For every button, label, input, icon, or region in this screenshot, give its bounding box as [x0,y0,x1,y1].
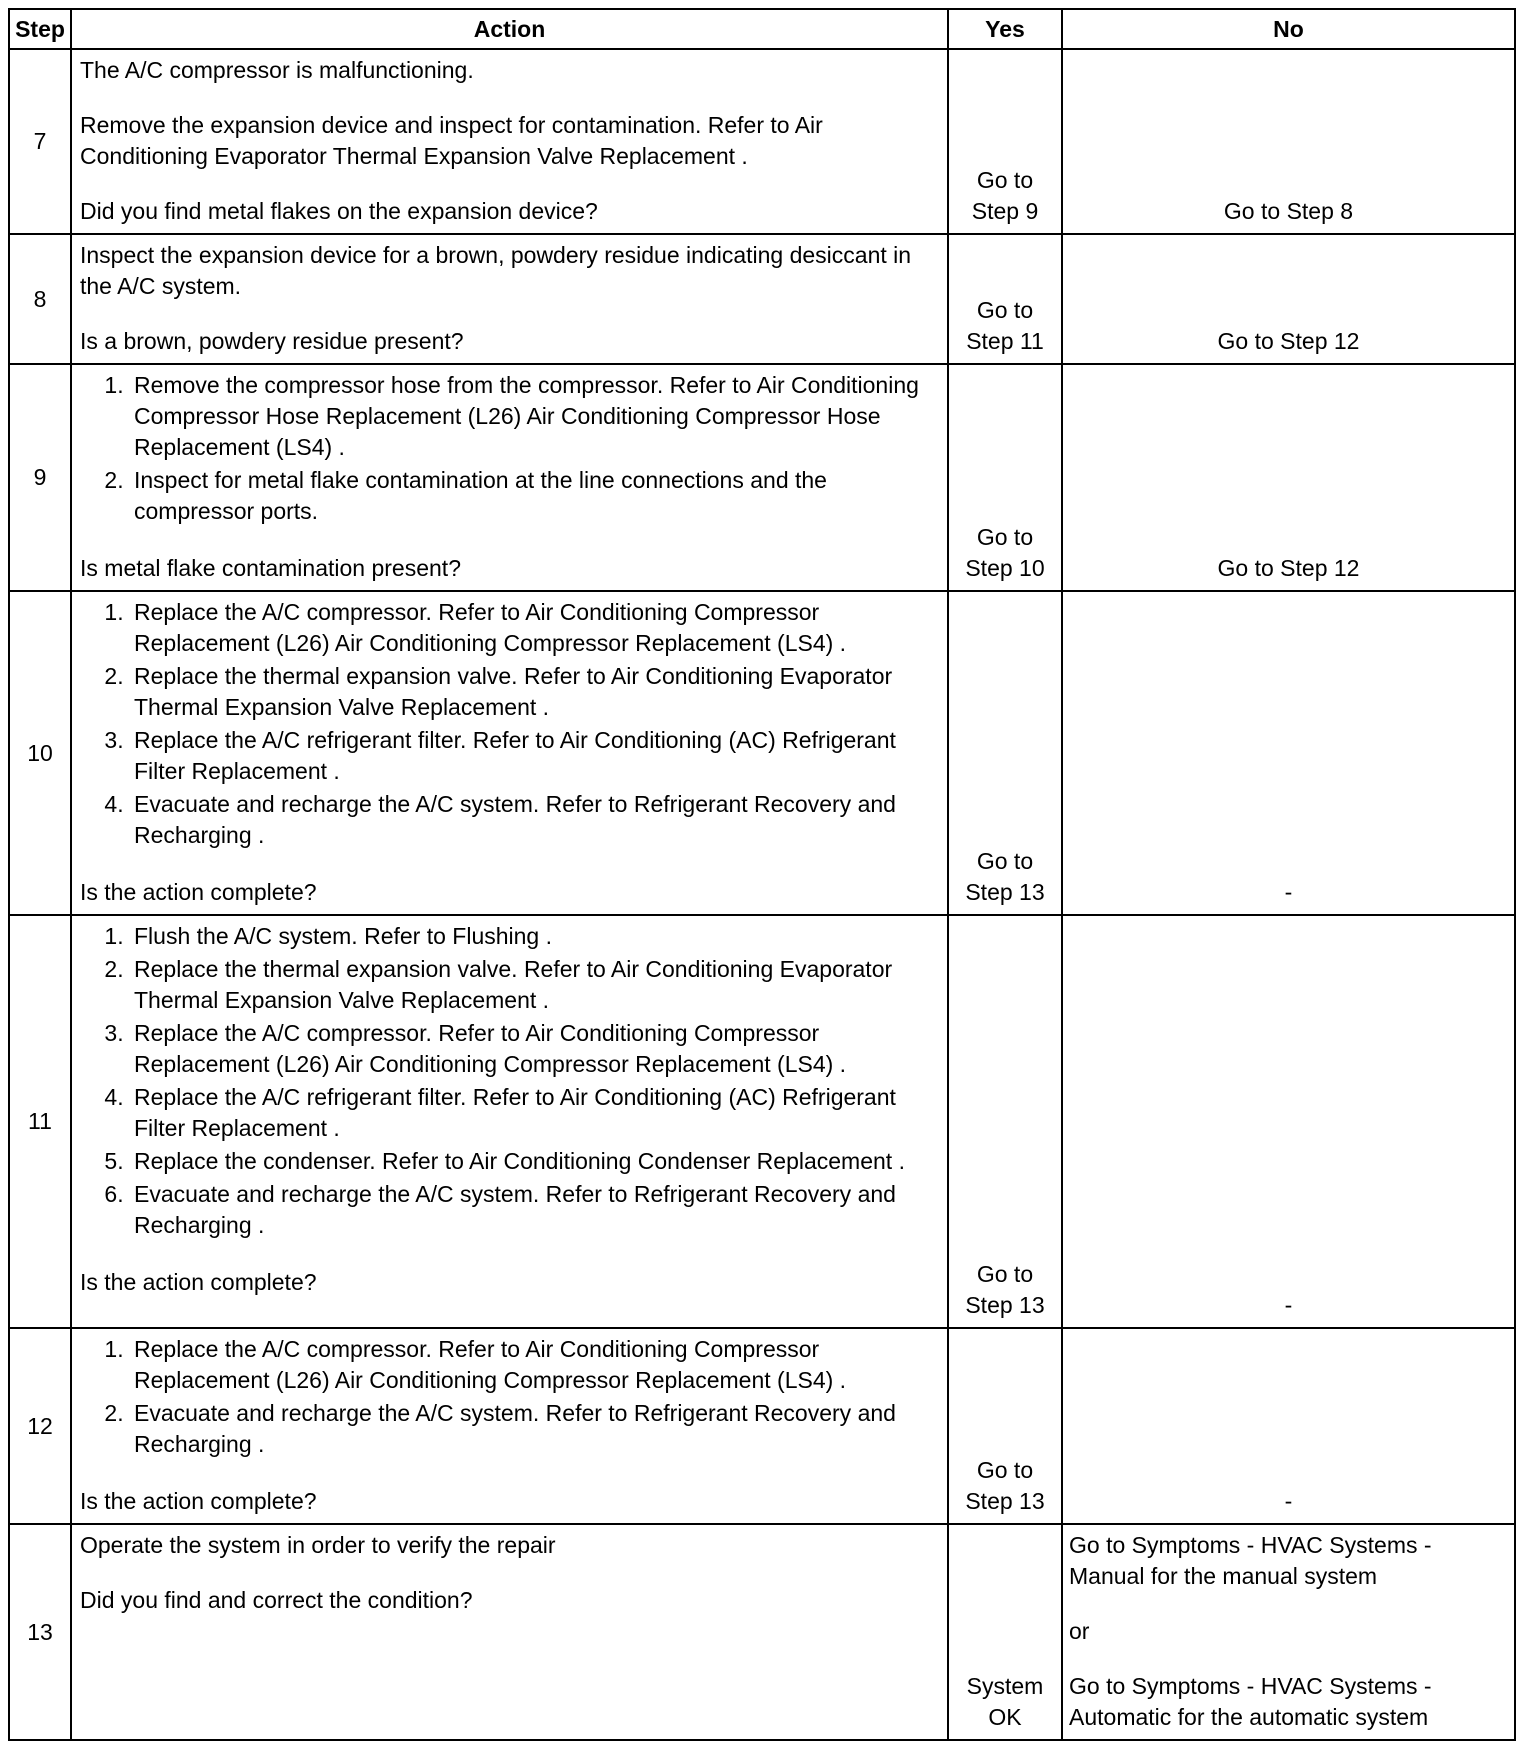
action-cell [71,591,948,915]
action-question: Is metal flake contamination present? [80,555,461,581]
no-result-automatic: Go to Symptoms - HVAC Systems - Automatic for the automatic system [1069,1673,1432,1730]
list-item: 1. Flush the A/C system. Refer to Flushing . [130,921,939,952]
action-question: Did you find metal flakes on the expansion device? [80,198,598,224]
no-column-header: No [1062,9,1515,49]
yes-result: Go to Step 13 [948,915,1062,1328]
action-steps-list [80,921,939,1241]
action-column-header: Action [71,9,948,49]
yes-result: Go to Step 13 [948,1328,1062,1524]
yes-result: Go to Step 13 [948,591,1062,915]
step-number: 13 [9,1524,71,1740]
yes-result: Go to Step 9 [948,49,1062,234]
action-question: Is the action complete? [80,1269,317,1295]
list-item: 3. Replace the A/C compressor. Refer to Air Conditioning Compressor Replacement (L26) Air Conditioning Compressor Replacement (LS4) . [130,1018,939,1080]
no-result: - [1062,915,1515,1328]
table-body [9,49,1515,1740]
action-cell [71,1524,948,1740]
yes-result-text: System OK [966,1673,1044,1730]
diagnostic-table [8,8,1516,1741]
list-item: 4. Replace the A/C refrigerant filter. Refer to Air Conditioning (AC) Refrigerant Filter Replacement . [130,1082,939,1144]
no-result: Go to Step 12 [1062,364,1515,591]
action-cell [71,915,948,1328]
no-result: Go to Step 8 [1062,49,1515,234]
table-row [9,1328,1515,1524]
action-cell [71,234,948,364]
table-row [9,364,1515,591]
step-column-header: Step [9,9,71,49]
action-intro: The A/C compressor is malfunctioning. [80,57,474,83]
action-cell [71,364,948,591]
list-item: 4. Evacuate and recharge the A/C system. Refer to Refrigerant Recovery and Recharging . [130,789,939,851]
table-row [9,591,1515,915]
yes-result [948,1524,1062,1740]
action-cell [71,49,948,234]
no-result-manual: Go to Symptoms - HVAC Systems - Manual for the manual system [1069,1532,1432,1589]
yes-result: Go to Step 11 [948,234,1062,364]
header-row [9,9,1515,49]
list-item: 3. Replace the A/C refrigerant filter. Refer to Air Conditioning (AC) Refrigerant Filter Replacement . [130,725,939,787]
action-question: Is a brown, powdery residue present? [80,328,464,354]
list-item: 2. Replace the thermal expansion valve. Refer to Air Conditioning Evaporator Thermal Expansion Valve Replacement . [130,954,939,1016]
action-question: Is the action complete? [80,1488,317,1514]
step-number: 11 [9,915,71,1328]
action-steps-list [80,597,939,851]
step-number: 9 [9,364,71,591]
table-row [9,1524,1515,1740]
action-text: Inspect the expansion device for a brown, powdery residue indicating desiccant in the A/C system. [80,242,912,299]
action-text: Operate the system in order to verify the repair [80,1532,556,1558]
action-question: Is the action complete? [80,879,317,905]
no-result: - [1062,1328,1515,1524]
action-text: Remove the expansion device and inspect for contamination. Refer to Air Conditioning Evaporator Thermal Expansion Valve Replacement . [80,112,823,169]
list-item: 6. Evacuate and recharge the A/C system. Refer to Refrigerant Recovery and Recharging . [130,1179,939,1241]
list-item: 2. Evacuate and recharge the A/C system. Refer to Refrigerant Recovery and Recharging . [130,1398,939,1460]
list-item: 2. Replace the thermal expansion valve. Refer to Air Conditioning Evaporator Thermal Expansion Valve Replacement . [130,661,939,723]
action-cell [71,1328,948,1524]
list-item: 5. Replace the condenser. Refer to Air Conditioning Condenser Replacement . [130,1146,939,1177]
no-result-or: or [1069,1618,1090,1644]
no-result [1062,1524,1515,1740]
table-row [9,915,1515,1328]
action-question: Did you find and correct the condition? [80,1587,473,1613]
step-number: 7 [9,49,71,234]
action-steps-list [80,1334,939,1460]
list-item: 1. Replace the A/C compressor. Refer to Air Conditioning Compressor Replacement (L26) Air Conditioning Compressor Replacement (LS4) . [130,597,939,659]
table-row [9,234,1515,364]
step-number: 8 [9,234,71,364]
list-item: 1. Replace the A/C compressor. Refer to Air Conditioning Compressor Replacement (L26) Air Conditioning Compressor Replacement (LS4) . [130,1334,939,1396]
no-result: Go to Step 12 [1062,234,1515,364]
list-item: 1. Remove the compressor hose from the compressor. Refer to Air Conditioning Compressor Hose Replacement (L26) Air Conditioning Compressor Hose Replacement (LS4) . [130,370,939,463]
list-item: 2. Inspect for metal flake contamination at the line connections and the compressor ports. [130,465,939,527]
table-row [9,49,1515,234]
yes-result: Go to Step 10 [948,364,1062,591]
action-steps-list [80,370,939,527]
step-number: 12 [9,1328,71,1524]
step-number: 10 [9,591,71,915]
yes-column-header: Yes [948,9,1062,49]
no-result: - [1062,591,1515,915]
